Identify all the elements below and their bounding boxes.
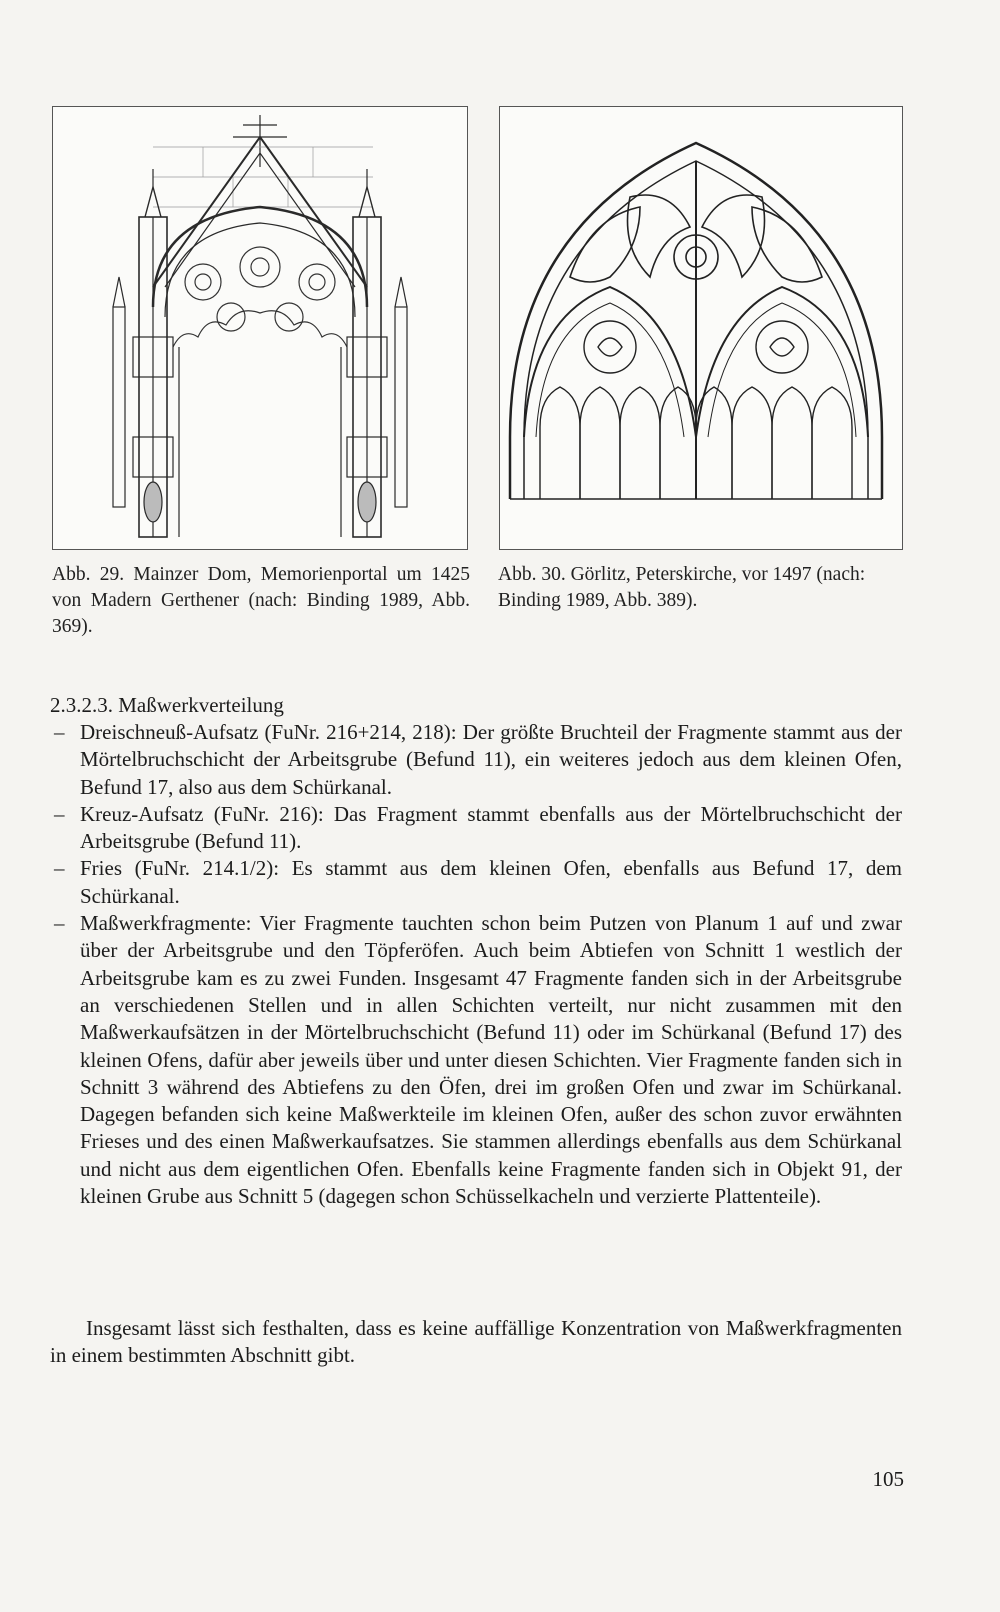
list-item-text: Dreischneuß-Aufsatz (FuNr. 216+214, 218): Der größte Bruchteil der Fragmente stammt aus der Mörtelbruchschicht der Arbeitsgrube (Befund 11), ein weiteres jedoch aus dem kleinen Ofen, Befund 17, also aus dem Schürkanal.	[80, 720, 902, 799]
list-item-text: Maßwerkfragmente: Vier Fragmente tauchten schon beim Putzen von Planum 1 auf und zwar über der Arbeitsgrube und den Töpferöfen. Auch beim Abtiefen von Schnitt 1 westlich der Arbeitsgrube kam es zu zwei Funden. Insgesamt 47 Fragmente fanden sich in der Arbeitsgrube an verschiedenen Stellen und in allen Schichten verteilt, nur nicht zusammen mit den Maßwerkaufsätzen in der Mörtelbruchschicht (Befund 11) oder im Schürkanal (Befund 17) des kleinen Ofens, dafür aber jeweils über und unter diesen Schichten. Vier Fragmente fanden sich in Schnitt 3 während des Abtiefens zu den Öfen, drei im großen Ofen und zwar im Schürkanal. Dagegen befanden sich keine Maßwerkteile im kleinen Ofen, außer des schon zuvor erwähnten Frieses und des einen Maßwerkaufsatzes. Sie stammen allerdings ebenfalls aus dem Schürkanal und nicht aus dem eigentlichen Ofen. Ebenfalls keine Fragmente fanden sich in Objekt 91, der kleinen Grube aus Schnitt 5 (dagegen schon Schüsselkacheln und verzierte Plattenteile).	[80, 911, 902, 1209]
figure-caption-abb29: Abb. 29. Mainzer Dom, Memorienportal um 1425 von Madern Gerthener (nach: Binding 1989, Abb. 369).	[52, 564, 470, 637]
list-item-text: Kreuz-Aufsatz (FuNr. 216): Das Fragment stammt ebenfalls aus der Mörtelbruchschicht der Arbeitsgrube (Befund 11).	[80, 801, 902, 854]
gothic-portal-icon	[53, 107, 467, 549]
figure-caption-abb30: Abb. 30. Görlitz, Peterskirche, vor 1497 (nach: Binding 1989, Abb. 389).	[498, 564, 866, 611]
bullet-marker: –	[54, 801, 65, 826]
list-item	[50, 801, 902, 856]
bullet-list	[50, 719, 902, 1210]
page-number: 105	[872, 1467, 904, 1491]
bullet-marker: –	[54, 720, 65, 744]
window-tracery-icon	[500, 107, 902, 549]
figure-abb30	[499, 106, 903, 550]
list-item	[50, 719, 902, 801]
bullet-marker: –	[54, 856, 65, 881]
list-item	[50, 855, 902, 910]
summary-paragraph: Insgesamt lässt sich festhalten, dass es keine auffällige Konzentration von Maßwerkfragmenten in einem bestimmten Abschnitt gibt.	[50, 1316, 902, 1368]
bullet-marker: –	[54, 911, 65, 936]
figure-abb29	[52, 106, 468, 550]
list-item	[50, 910, 902, 1210]
section-heading: 2.3.2.3. Maßwerkverteilung	[50, 693, 284, 717]
list-item-text: Fries (FuNr. 214.1/2): Es stammt aus dem kleinen Ofen, ebenfalls aus Befund 17, dem Schürkanal.	[80, 856, 902, 908]
